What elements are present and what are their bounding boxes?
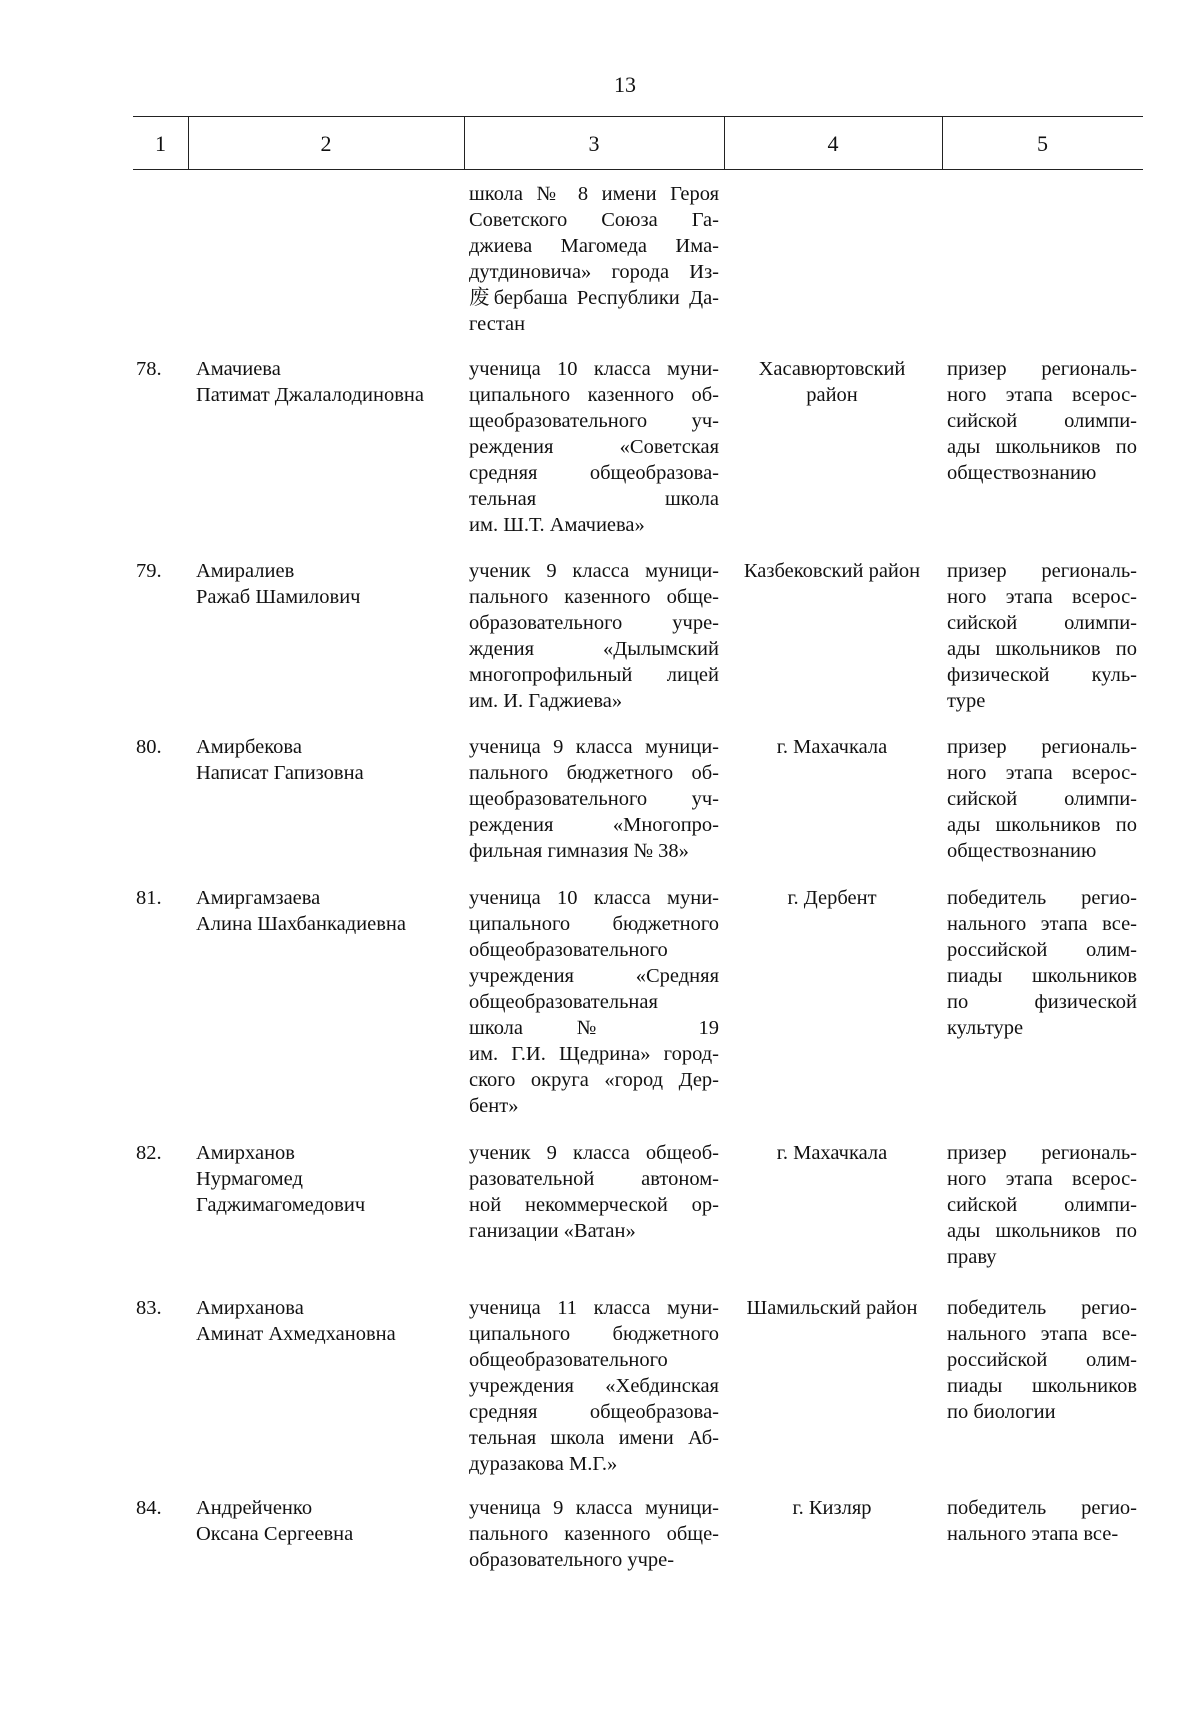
school-line: ганизации «Ватан» [469, 1220, 636, 1242]
school-cell [469, 1140, 719, 1244]
participant-name: Андрейченко Оксана Сергеевна [196, 1497, 354, 1545]
school-line: им. Г.И. Щедрина» город- [469, 1043, 719, 1065]
result-line: пиады школьников [947, 965, 1137, 987]
result-line: ного этапа всерос- [947, 1168, 1137, 1190]
district: Шамильский район [746, 1297, 918, 1319]
participant-name: Амиралиев Ражаб Шамилович [196, 560, 361, 608]
school-line: им. Ш.Т. Амачиева» [469, 514, 645, 536]
result-line: сийской олимпи- [947, 1194, 1137, 1216]
school-line: дуразакова М.Г.» [469, 1453, 618, 1475]
row-number: 82. [136, 1142, 162, 1164]
row-number: 79. [136, 560, 162, 582]
school-line: ципального бюджетного [469, 1323, 719, 1345]
result-line: ады школьников по [947, 1220, 1137, 1242]
result-line: призер региональ- [947, 560, 1137, 582]
school-line: ученик 9 класса муници- [469, 560, 719, 582]
result-line: победитель регио- [947, 887, 1137, 909]
school-line: общеобразовательная [469, 991, 658, 1013]
school-line: ученица 10 класса муни- [469, 358, 719, 380]
school-line: джиева Магомеда Има- [469, 235, 719, 257]
result-cell [947, 1295, 1137, 1425]
result-cell [947, 558, 1137, 714]
result-line: ады школьников по [947, 814, 1137, 836]
district: г. Дербент [787, 887, 877, 909]
result-line: сийской олимпи- [947, 410, 1137, 432]
school-line: школа № 19 [469, 1017, 719, 1039]
school-line: ной некоммерческой ор- [469, 1194, 719, 1216]
result-line: ады школьников по [947, 638, 1137, 660]
school-line: фильная гимназия № 38» [469, 840, 689, 862]
school-line: ученица 9 класса муници- [469, 736, 719, 758]
result-line: праву [947, 1246, 997, 1268]
school-line: образовательного учре- [469, 1549, 675, 1571]
district: г. Кизляр [792, 1497, 872, 1519]
school-line: многопрофильный лицей [469, 664, 719, 686]
school-line: тельная школа [469, 488, 719, 510]
result-line: по физической [947, 991, 1137, 1013]
result-line: обществознанию [947, 840, 1097, 862]
school-line: общеобразовательного [469, 939, 668, 961]
row-number: 78. [136, 358, 162, 380]
participant-name: Амиргамзаева Алина Шахбанкадиевна [196, 887, 406, 935]
school-line: им. И. Гаджиева» [469, 690, 623, 712]
school-line: Советского Союза Га- [469, 209, 719, 231]
row-number: 81. [136, 887, 162, 909]
school-line: пального бюджетного об- [469, 762, 719, 784]
school-line: пального казенного обще- [469, 1523, 719, 1545]
school-line: тельная школа имени Аб- [469, 1427, 719, 1449]
result-line: сийской олимпи- [947, 612, 1137, 634]
school-cell [469, 356, 719, 538]
result-line: культуре [947, 1017, 1024, 1039]
row-number: 84. [136, 1497, 162, 1519]
school-line: бент» [469, 1095, 519, 1117]
result-line: российской олим- [947, 1349, 1137, 1371]
school-line: ученица 10 класса муни- [469, 887, 719, 909]
result-cell [947, 885, 1137, 1041]
participant-name: Амирханова Аминат Ахмедхановна [196, 1297, 396, 1345]
school-line: средняя общеобразова- [469, 1401, 719, 1423]
participant-name: Амирханов Нурмагомед Гаджимагомедович [196, 1142, 366, 1216]
result-line: призер региональ- [947, 736, 1137, 758]
school-line: пального казенного обще- [469, 586, 719, 608]
column-header-5: 5 [1037, 131, 1048, 156]
school-line: гестан [469, 313, 526, 335]
column-header-3: 3 [588, 131, 600, 156]
result-line: победитель регио- [947, 1297, 1137, 1319]
school-cell [469, 734, 719, 864]
result-line: нального этапа все- [947, 1323, 1137, 1345]
school-line: учреждения «Средняя [469, 965, 719, 987]
column-header-4: 4 [827, 131, 839, 156]
result-cell [947, 1495, 1137, 1547]
school-line: дутдиновича» города Из- [469, 261, 719, 283]
column-header-1: 1 [155, 131, 166, 156]
school-line: щеобразовательного уч- [469, 410, 719, 432]
district: г. Махачкала [776, 1142, 888, 1164]
school-line: ученица 9 класса муници- [469, 1497, 719, 1519]
result-line: ного этапа всерос- [947, 586, 1137, 608]
school-line: общеобразовательного [469, 1349, 668, 1371]
participant-name: Амачиева Патимат Джалалодиновна [196, 358, 424, 406]
school-line: реждения «Многопро- [469, 814, 719, 836]
result-line: по биологии [947, 1401, 1056, 1423]
result-line: туре [947, 690, 986, 712]
school-line: ученица 11 класса муни- [469, 1297, 719, 1319]
result-line: сийской олимпи- [947, 788, 1137, 810]
school-line: разовательной автоном- [469, 1168, 719, 1190]
school-line: образовательного учре- [469, 612, 719, 634]
school-cell [469, 1495, 719, 1573]
school-line: ского округа «город Дер- [469, 1069, 719, 1091]
result-line: ного этапа всерос- [947, 384, 1137, 406]
school-line: школа № 8 имени Героя [469, 183, 719, 205]
result-line: призер региональ- [947, 1142, 1137, 1164]
row-number: 80. [136, 736, 162, 758]
school-cell [469, 885, 719, 1119]
result-line: нального этапа все- [947, 1523, 1119, 1545]
result-line: ады школьников по [947, 436, 1137, 458]
result-cell [947, 734, 1137, 864]
result-line: физической куль- [947, 664, 1137, 686]
school-line: ждения «Дылымский [469, 638, 719, 660]
result-line: ного этапа всерос- [947, 762, 1137, 784]
school-cell [469, 1295, 719, 1477]
result-cell [947, 356, 1137, 486]
column-header-2: 2 [320, 131, 332, 156]
result-line: пиады школьников [947, 1375, 1137, 1397]
school-line: ципального казенного об- [469, 384, 719, 406]
table-header [133, 116, 1143, 170]
school-line: 废бербаша Республики Да- [469, 287, 719, 309]
row-number: 83. [136, 1297, 162, 1319]
district: Казбековский район [743, 560, 921, 582]
district: Хасавюртовский район [758, 358, 906, 406]
result-cell [947, 1140, 1137, 1270]
district: г. Махачкала [776, 736, 888, 758]
result-line: нального этапа все- [947, 913, 1137, 935]
result-line: российской олим- [947, 939, 1137, 961]
result-line: призер региональ- [947, 358, 1137, 380]
result-line: победитель регио- [947, 1497, 1137, 1519]
school-cell [469, 181, 719, 337]
school-line: ципального бюджетного [469, 913, 719, 935]
page-number: 13 [614, 72, 636, 97]
participant-name: Амирбекова Написат Гапизовна [196, 736, 364, 784]
school-line: щеобразовательного уч- [469, 788, 719, 810]
school-line: средняя общеобразова- [469, 462, 719, 484]
school-cell [469, 558, 719, 714]
school-line: реждения «Советская [469, 436, 719, 458]
school-line: учреждения «Хебдинская [469, 1375, 719, 1397]
school-line: ученик 9 класса общеоб- [469, 1142, 719, 1164]
result-line: обществознанию [947, 462, 1097, 484]
